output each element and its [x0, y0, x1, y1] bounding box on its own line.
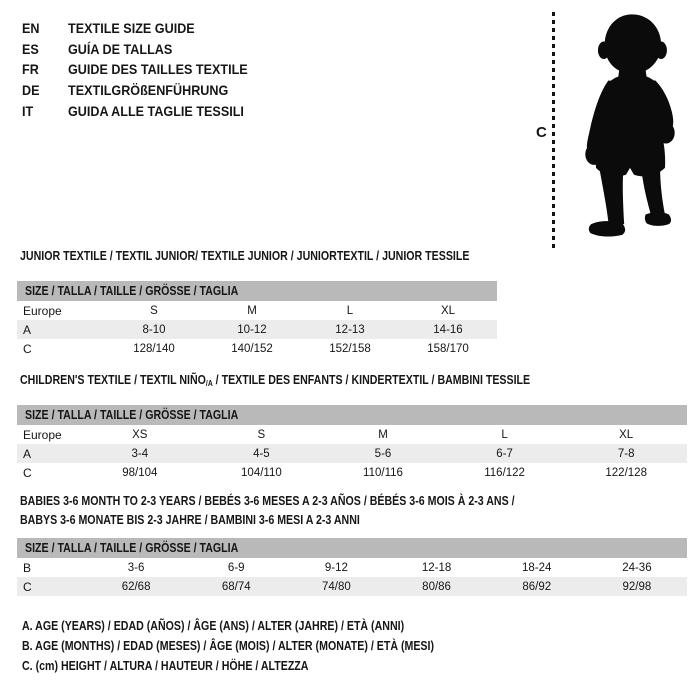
- row-label: B: [23, 560, 32, 575]
- language-title: GUIDA ALLE TAGLIE TESSILI: [68, 102, 244, 119]
- table-cell: XS: [132, 428, 148, 441]
- table-cell: 152/158: [329, 342, 371, 355]
- table-cell: L: [346, 304, 354, 317]
- row-label: Europe: [23, 427, 62, 442]
- footnote-a: A. AGE (YEARS) / EDAD (AÑOS) / ÂGE (ANS) / ALTER (JAHRE) / ETÀ (ANNI): [22, 619, 405, 633]
- language-row: [22, 100, 268, 121]
- language-code: EN: [22, 20, 40, 37]
- table-cell: 9-12: [324, 561, 348, 574]
- table-cell: 24-36: [622, 561, 652, 574]
- section-title-line1: BABIES 3-6 MONTH TO 2-3 YEARS / BEBÉS 3-6 MESES A 2-3 AÑOS / BÉBÉS 3-6 MOIS À 2-3 ANS /: [20, 494, 515, 508]
- table-cell: 122/128: [605, 466, 647, 479]
- row-label: A: [23, 322, 32, 337]
- table-cell: 3-4: [131, 447, 149, 460]
- language-row: [22, 18, 268, 39]
- table-cell: L: [501, 428, 508, 441]
- table-cell: 98/104: [122, 466, 158, 479]
- size-header-bar: SIZE / TALLA / TAILLE / GRÖSSE / TAGLIA: [17, 538, 687, 558]
- size-figure: [536, 8, 700, 256]
- table-cell: 8-10: [142, 323, 166, 336]
- table-cell: 116/122: [484, 466, 525, 479]
- language-code: IT: [22, 102, 34, 119]
- table-cell: 3-6: [127, 561, 145, 574]
- children-size-table: [17, 372, 687, 482]
- language-row: [22, 39, 268, 60]
- table-cell: 158/170: [427, 342, 469, 355]
- table-row: [17, 339, 497, 358]
- table-cell: 6-9: [227, 561, 245, 574]
- language-code: ES: [22, 40, 39, 57]
- row-label: Europe: [23, 303, 62, 318]
- language-row: [22, 80, 268, 101]
- table-cell: 18-24: [522, 561, 552, 574]
- row-label: A: [23, 446, 32, 461]
- section-title-line2: BABYS 3-6 MONATE BIS 2-3 JAHRE / BAMBINI 3-6 MESI A 2-3 ANNI: [20, 513, 360, 527]
- table-row: [17, 558, 687, 577]
- baby-silhouette-icon: [562, 10, 698, 246]
- table-row: [17, 301, 497, 320]
- table-cell: 12-18: [421, 561, 452, 574]
- table-row: [17, 444, 687, 463]
- table-cell: S: [150, 304, 158, 317]
- height-measure-label: C: [536, 124, 547, 141]
- table-row: [17, 577, 687, 596]
- footnotes: [22, 616, 507, 676]
- footnote-c: C. (cm) HEIGHT / ALTURA / HAUTEUR / HÖHE / ALTEZZA: [22, 659, 309, 673]
- language-title: TEXTILE SIZE GUIDE: [68, 20, 195, 37]
- table-cell: M: [247, 304, 257, 317]
- table-cell: 7-8: [617, 447, 635, 460]
- size-header-bar: SIZE / TALLA / TAILLE / GRÖSSE / TAGLIA: [17, 405, 687, 425]
- language-list: [22, 18, 268, 121]
- title-subscript: /A: [205, 379, 213, 388]
- table-row: [17, 463, 687, 482]
- babies-size-table: [17, 492, 687, 596]
- row-label: C: [23, 579, 32, 594]
- table-row: [17, 425, 687, 444]
- table-cell: M: [378, 428, 388, 441]
- table-cell: 12-13: [335, 323, 365, 336]
- table-cell: XL: [440, 304, 456, 317]
- junior-size-table: [17, 248, 497, 358]
- language-row: [22, 59, 268, 80]
- row-label: C: [23, 465, 32, 480]
- table-cell: S: [257, 428, 266, 441]
- table-row: [17, 320, 497, 339]
- table-cell: 10-12: [237, 323, 267, 336]
- table-cell: 62/68: [121, 580, 151, 593]
- table-cell: 5-6: [374, 447, 392, 460]
- table-cell: 68/74: [221, 580, 251, 593]
- language-title: GUIDE DES TAILLES TEXTILE: [68, 61, 248, 78]
- language-code: DE: [22, 82, 40, 99]
- language-code: FR: [22, 61, 39, 78]
- language-title: GUÍA DE TALLAS: [68, 40, 173, 57]
- table-cell: 14-16: [433, 323, 463, 336]
- table-cell: 104/110: [241, 466, 282, 479]
- table-cell: 74/80: [322, 580, 351, 593]
- height-measure-line: [552, 12, 555, 248]
- table-cell: XL: [619, 428, 634, 441]
- table-cell: 80/86: [422, 580, 451, 593]
- table-cell: 128/140: [133, 342, 175, 355]
- row-label: C: [23, 341, 32, 356]
- table-cell: 92/98: [622, 580, 652, 593]
- table-cell: 110/116: [363, 466, 403, 479]
- size-header-bar: SIZE / TALLA / TAILLE / GRÖSSE / TAGLIA: [17, 281, 497, 301]
- language-title: TEXTILGRÖßENFÜHRUNG: [68, 82, 229, 99]
- section-title: JUNIOR TEXTILE / TEXTIL JUNIOR/ TEXTILE JUNIOR / JUNIORTEXTIL / JUNIOR TESSILE: [20, 249, 470, 263]
- table-cell: 6-7: [496, 447, 513, 460]
- table-cell: 86/92: [522, 580, 552, 593]
- footnote-b: B. AGE (MONTHS) / EDAD (MESES) / ÂGE (MOIS) / ALTER (MONATE) / ETÀ (MESI): [22, 639, 435, 653]
- table-cell: 4-5: [253, 447, 270, 460]
- section-title: CHILDREN'S TEXTILE / TEXTIL $NIÑO_{/A}$ / TEXTILE DES ENFANTS / KINDERTEXTIL / BAMBINI TESSILE: [20, 373, 531, 388]
- table-cell: 140/152: [231, 342, 273, 355]
